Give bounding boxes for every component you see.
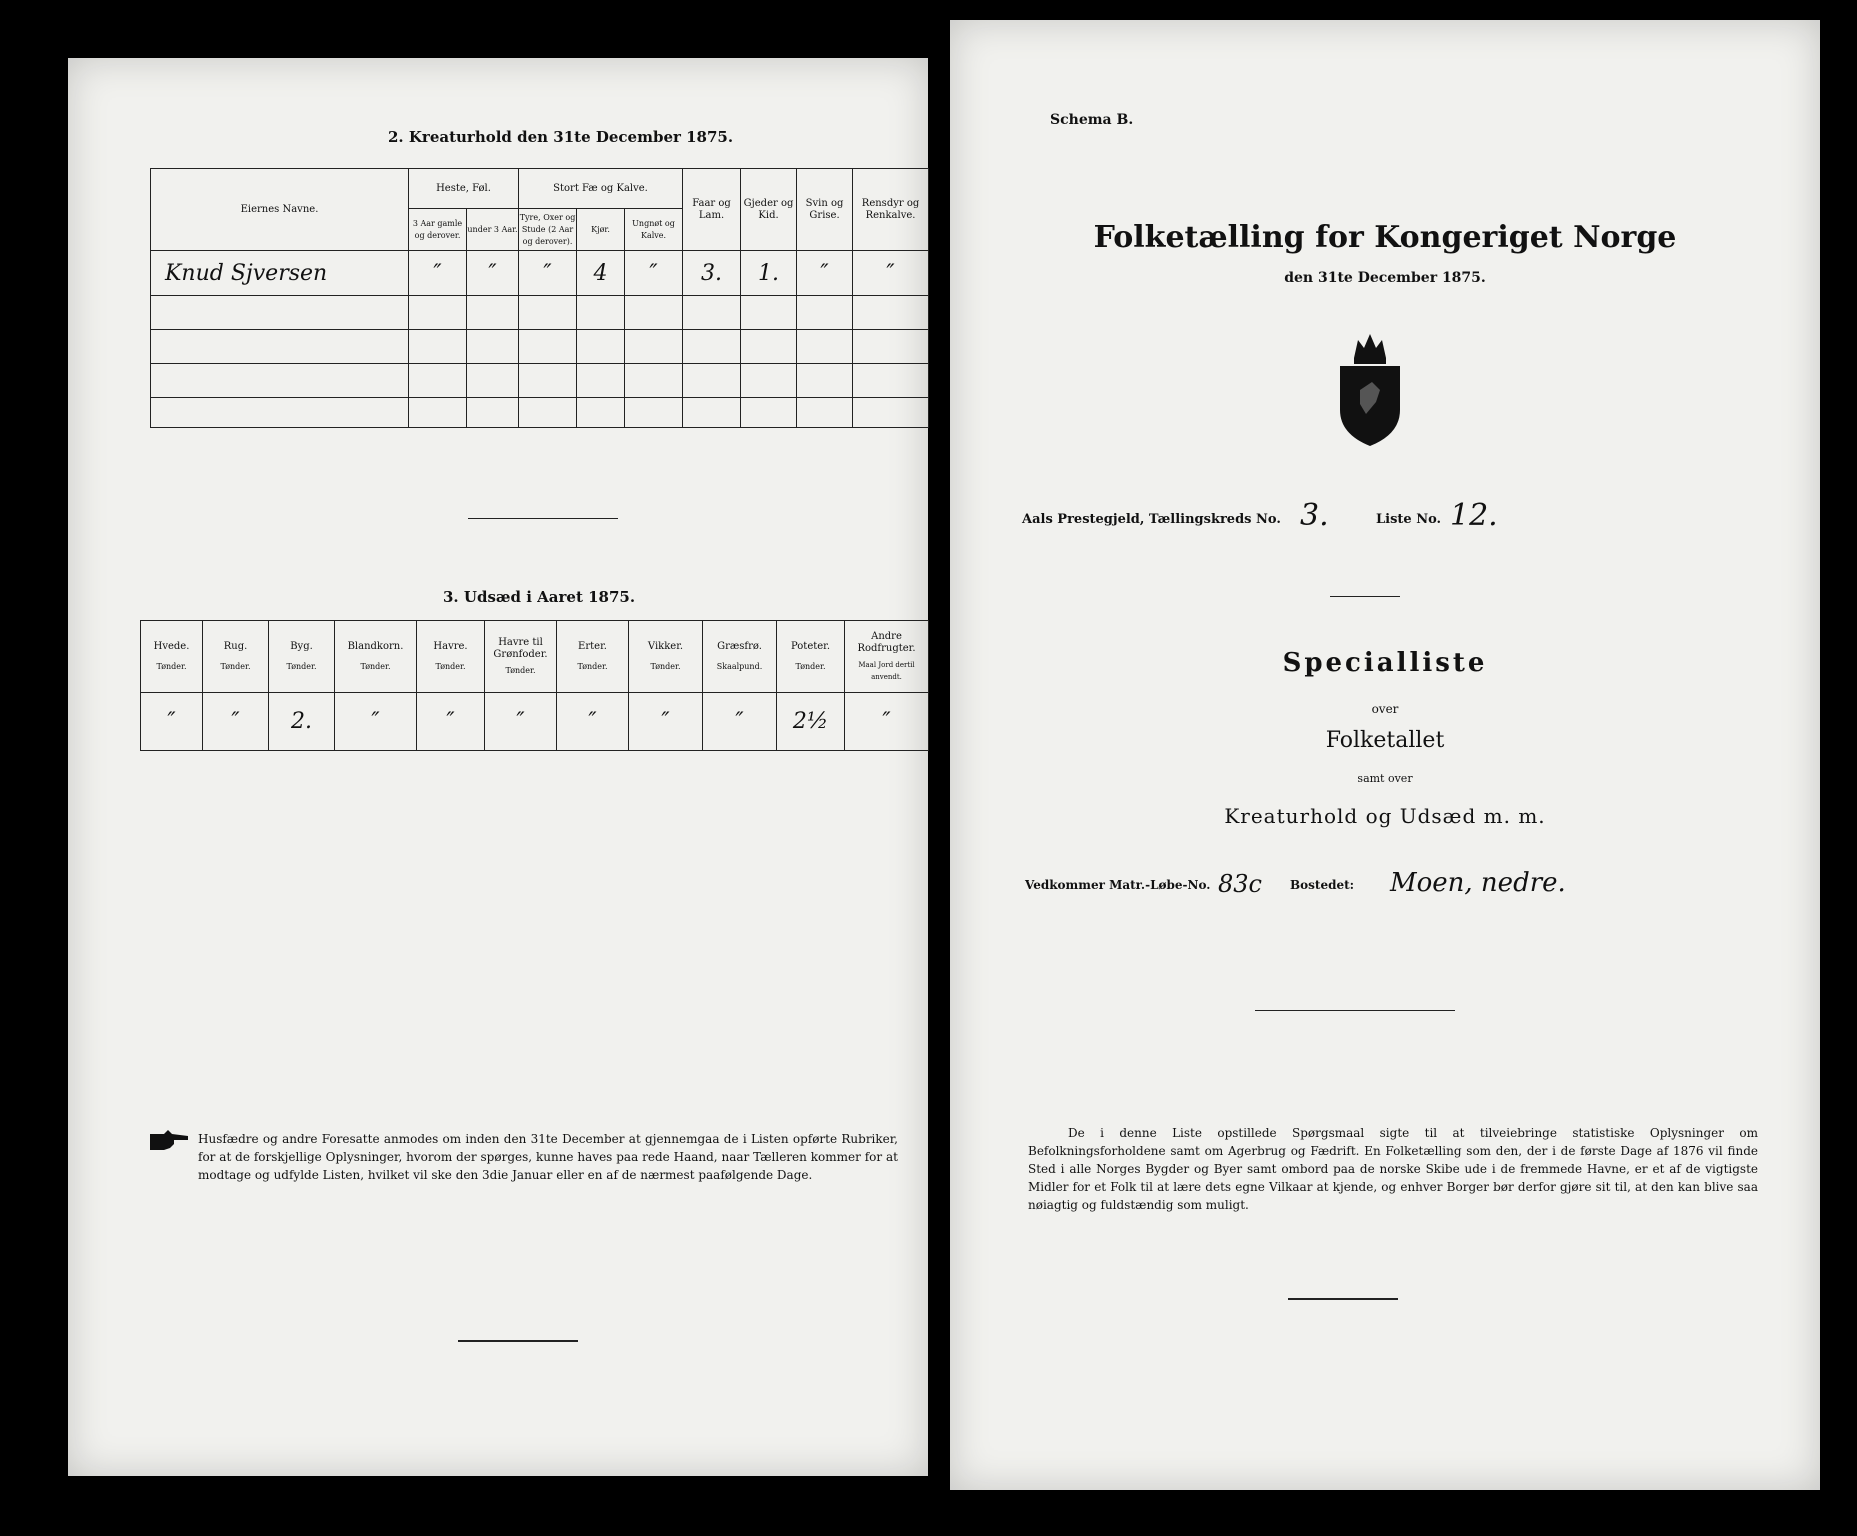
value-cell: ″: [625, 251, 683, 296]
prestegjeld-label: Aals Prestegjeld, Tællingskreds No.: [1022, 512, 1281, 527]
havre-gronfoder-header: Havre til Grønfoder. Tønder.: [485, 621, 557, 693]
owner-name: Knud Sjversen: [151, 251, 409, 296]
udsaed-value: ″: [629, 693, 703, 751]
over-text: over: [1371, 702, 1399, 716]
page-subtitle: den 31te December 1875.: [1284, 270, 1486, 286]
andre-rodfrugter-header: Andre Rodfrugter. Maal Jord dertil anvendt.: [845, 621, 929, 693]
pointing-hand-icon: [150, 1130, 190, 1152]
kjor-header: Kjør.: [577, 209, 625, 251]
blandkorn-header: Blandkorn. Tønder.: [335, 621, 417, 693]
byg-header: Byg. Tønder.: [269, 621, 335, 693]
kreaturhold-udsaed-text: Kreaturhold og Udsæd m. m.: [1224, 804, 1546, 828]
gjeder-header: Gjeder og Kid.: [741, 169, 797, 251]
poteter-header: Poteter. Tønder.: [777, 621, 845, 693]
value-cell: 3.: [683, 251, 741, 296]
left-page: [68, 58, 928, 1476]
matr-label: Vedkommer Matr.-Løbe-No.: [1025, 878, 1211, 892]
udsaed-value: ″: [417, 693, 485, 751]
divider: [1330, 596, 1400, 597]
value-cell: 1.: [741, 251, 797, 296]
tyre-header: Tyre, Oxer og Stude (2 Aar og derover).: [519, 209, 577, 251]
udsaed-value: ″: [203, 693, 269, 751]
graesfro-header: Græsfrø. Skaalpund.: [703, 621, 777, 693]
bostedet-value: Moen, nedre.: [1390, 868, 1566, 898]
matr-number: 83c: [1218, 870, 1262, 898]
udsaed-value: 2.: [269, 693, 335, 751]
right-page: [950, 20, 1820, 1490]
specialliste-heading: Specialliste: [1282, 648, 1488, 678]
samt-over-text: samt over: [1357, 772, 1413, 785]
folketallet-text: Folketallet: [1325, 728, 1445, 753]
udsaed-value: ″: [703, 693, 777, 751]
vikker-header: Vikker. Tønder.: [629, 621, 703, 693]
svin-header: Svin og Grise.: [797, 169, 853, 251]
value-cell: ″: [797, 251, 853, 296]
heste-old-header: 3 Aar gamle og derover.: [409, 209, 467, 251]
faar-header: Faar og Lam.: [683, 169, 741, 251]
owner-header: Eiernes Navne.: [151, 169, 409, 251]
rensdyr-header: Rensdyr og Renkalve.: [853, 169, 929, 251]
rug-header: Rug. Tønder.: [203, 621, 269, 693]
erter-header: Erter. Tønder.: [557, 621, 629, 693]
kreaturhold-table: [150, 168, 929, 428]
heste-young-header: under 3 Aar.: [467, 209, 519, 251]
divider: [1255, 1010, 1455, 1011]
value-cell: 4: [577, 251, 625, 296]
liste-label: Liste No.: [1376, 512, 1442, 527]
divider: [458, 1340, 578, 1342]
stort-fae-group-header: Stort Fæ og Kalve.: [519, 169, 683, 209]
liste-number: 12.: [1450, 498, 1498, 533]
kreaturhold-title: 2. Kreaturhold den 31te December 1875.: [388, 128, 734, 146]
udsaed-value: ″: [485, 693, 557, 751]
udsaed-title: 3. Udsæd i Aaret 1875.: [443, 588, 636, 606]
udsaed-value: ″: [141, 693, 203, 751]
hvede-header: Hvede. Tønder.: [141, 621, 203, 693]
heste-group-header: Heste, Føl.: [409, 169, 519, 209]
value-cell: ″: [519, 251, 577, 296]
page-title: Folketælling for Kongeriget Norge: [1093, 220, 1677, 255]
schema-label: Schema B.: [1050, 112, 1134, 128]
value-cell: ″: [467, 251, 519, 296]
udsaed-value: ″: [845, 693, 929, 751]
notice-text: Husfædre og andre Foresatte anmodes om inden den 31te December at gjennemgaa de i Listen opførte Rubriker, for at de forskjellige Oplysninger, hvorom der spørges, kunne haves paa rede Haand, naar Tælleren kommer for at modtage og udfylde Listen, hvilket vil ske den 3die Januar eller en af de nærmest paafølgende Dage.: [198, 1132, 898, 1182]
value-cell: ″: [853, 251, 929, 296]
udsaed-value: 2½: [777, 693, 845, 751]
kreds-number: 3.: [1300, 498, 1329, 533]
udsaed-value: ″: [335, 693, 417, 751]
havre-header: Havre. Tønder.: [417, 621, 485, 693]
value-cell: ″: [409, 251, 467, 296]
divider: [468, 518, 618, 519]
coat-of-arms-icon: [1330, 330, 1410, 450]
udsaed-table: [140, 620, 929, 751]
udsaed-value: ″: [557, 693, 629, 751]
intro-paragraph: De i denne Liste opstillede Spørgsmaal sigte til at tilveiebringe statistiske Oplysninger om Befolkningsforholdene samt om Agerbrug og Fædrift. En Folketælling som den, der i de første Dage af 1876 vil finde Sted i alle Norges Bygder og Byer samt ombord paa de norske Skibe ude i de fremmede Havne, er et af de vigtigste Midler for et Folk til at lære dets egne Vilkaar at kjende, og enhver Borger bør derfor gjøre sit til, at den kan blive saa nøiagtig og fuldstændig som muligt.: [1028, 1126, 1758, 1212]
divider: [1288, 1298, 1398, 1300]
bostedet-label: Bostedet:: [1290, 878, 1355, 892]
ungnot-header: Ungnøt og Kalve.: [625, 209, 683, 251]
